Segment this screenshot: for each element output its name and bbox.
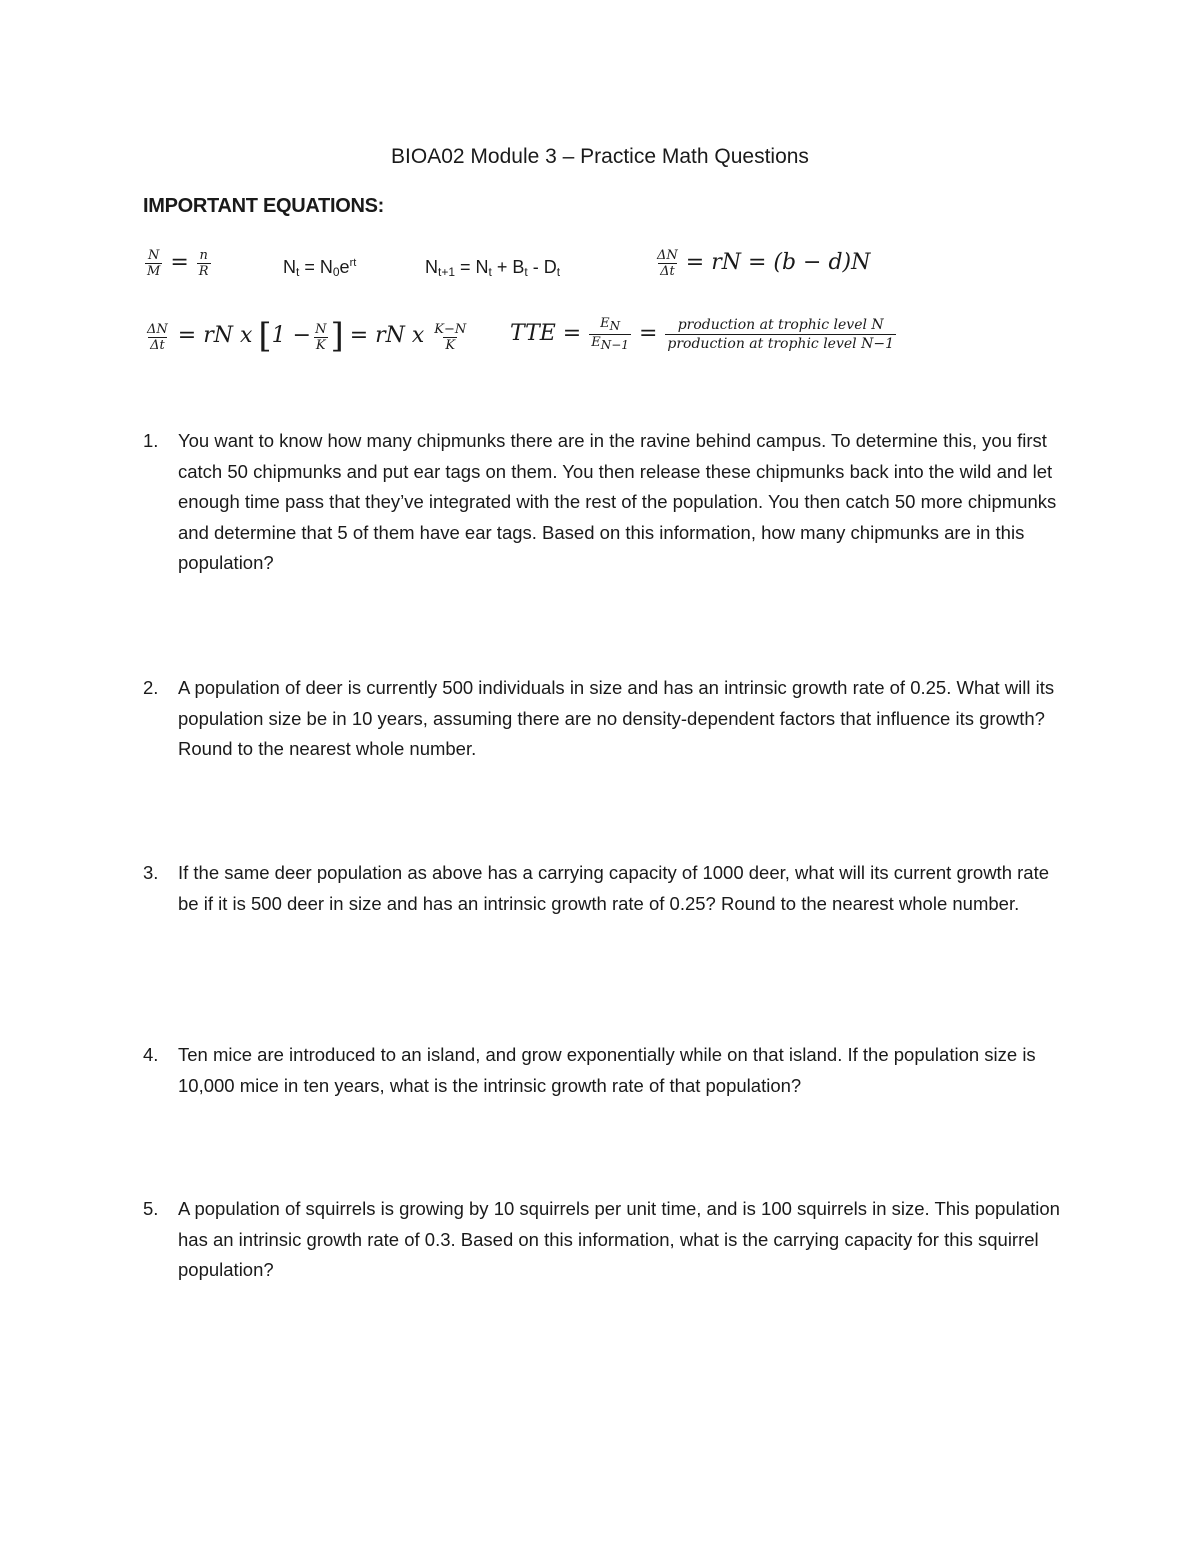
equation-discrete-growth: $N_{t+1} = N_t + B_t - D_t$ [425,257,561,279]
question-text: If the same deer population as above has a carrying capacity of 1000 deer, what will its current growth rate be if it is 500 deer in size and has an intrinsic growth rate of 0.25? Round to the nearest whole number. [178,862,1050,914]
equation-row-1 [143,248,1043,292]
question-number: 1. [143,430,159,451]
question-1 [143,426,1063,579]
question-text: A population of deer is currently 500 individuals in size and has an intrinsic growth rate of 0.25. What will its population size be in 10 years, assuming there are no density-dependent factors that influence its growth? Round to the nearest whole number. [178,677,1055,759]
question-3 [143,858,1063,919]
question-number: 2. [143,677,159,698]
equation-logistic-growth: $\frac{\Delta N}{\Delta t}$ = rN x [1 − $\frac{N}{K}$ ] = rN x $\frac{K-N}{K}$ [147,316,467,356]
question-number: 5. [143,1198,159,1219]
question-text: A population of squirrels is growing by 10 squirrels per unit time, and is 100 squirrels in size. This population has an intrinsic growth rate of 0.3. Based on this information, what is the carrying capacity for this squirrel population? [178,1198,1060,1280]
equation-mark-recapture: $\frac{N}{M}$ = $\frac{n}{R}$ [147,248,209,279]
equation-exponential-growth: $N_t = N_0e^{rt}$ [283,257,357,279]
question-text: You want to know how many chipmunks there are in the ravine behind campus. To determine this, you first catch 50 chipmunks and put ear tags on them. You then release these chipmunks back into the wild and let enough time pass that they’ve integrated with the rest of the population. You then catch 50 more chipmunks and determine that 5 of them have ear tags. Based on this information, how many chipmunks are in this population? [178,430,1057,573]
question-5 [143,1194,1063,1286]
question-2 [143,673,1063,765]
question-number: 4. [143,1044,159,1065]
equation-trophic-transfer-efficiency: TTE = $\frac{EN}{EN-1}$ = $\frac{\text{production at trophic level N}}{\text{production at trophic level N−1}}$ [510,316,894,352]
question-number: 3. [143,862,159,883]
equation-row-2 [143,316,1043,366]
question-4 [143,1040,1063,1101]
equation-growth-rate: $\frac{\Delta N}{\Delta t}$ = rN = (b − d)N [657,248,871,279]
question-text: Ten mice are introduced to an island, and grow exponentially while on that island. If the population size is 10,000 mice in ten years, what is the intrinsic growth rate of that population? [178,1044,1036,1096]
document-title: BIOA02 Module 3 – Practice Math Questions [391,145,809,168]
equations-heading: IMPORTANT EQUATIONS: [143,195,385,217]
